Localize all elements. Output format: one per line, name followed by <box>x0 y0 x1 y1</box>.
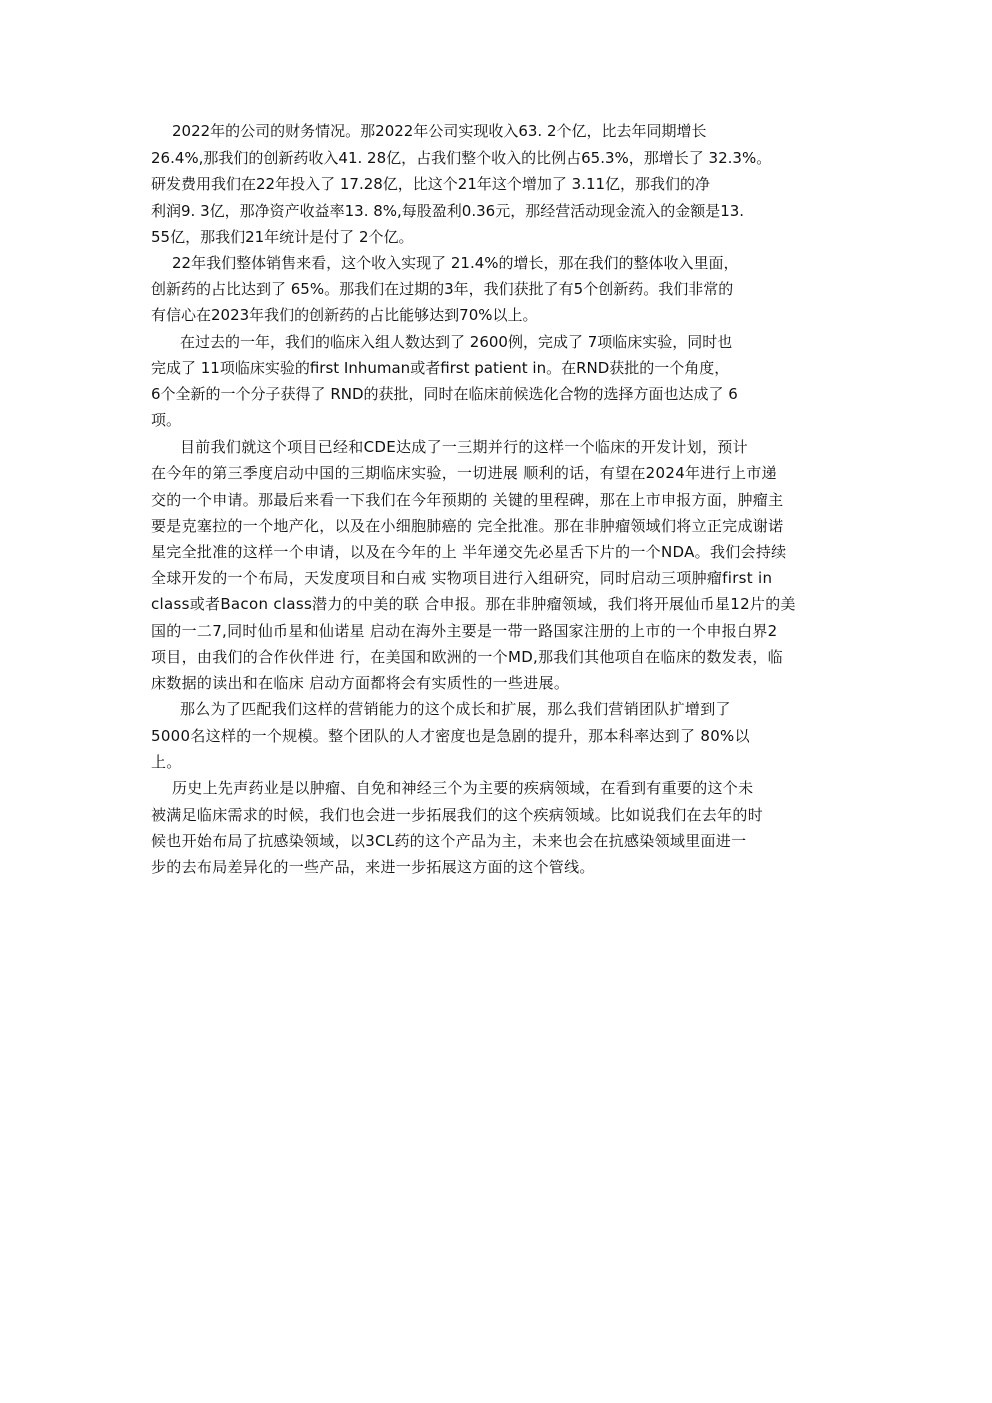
text-line: 全球开发的一个布局，天发度项目和白戒 实物项目进行入组研究，同时启动三项肿瘤first in <box>151 569 773 587</box>
text-line: 有信心在2023年我们的创新药的占比能够达到70%以上。 <box>151 306 538 324</box>
text-line: 床数据的读出和在临床 启动方面都将会有实质性的一些进展。 <box>151 674 570 692</box>
text-line: 被满足临床需求的时候，我们也会进一步拓展我们的这个疾病领域。比如说我们在去年的时 <box>151 806 764 824</box>
text-line: 创新药的占比达到了 65%。那我们在过期的3年，我们获批了有5个创新药。我们非常的 <box>151 280 734 298</box>
text-line: 项。 <box>151 411 182 429</box>
text-line: 6个全新的一个分子获得了 RND的获批，同时在临床前候选化合物的选择方面也达成了 6 <box>151 385 738 403</box>
text-line: 利润9. 3亿，那净资产收益率13. 8%,每股盈利0.36元，那经营活动现金流入的金额是13. <box>151 202 745 220</box>
text-line: 5000名这样的一个规模。整个团队的人才密度也是急剧的提升，那本科率达到了 80%以 <box>151 727 750 745</box>
text-line: 55亿，那我们21年统计是付了 2个亿。 <box>151 228 414 246</box>
text-line: 项目，由我们的合作伙伴进 行，在美国和欧洲的一个MD,那我们其他项自在临床的数发表，临 <box>151 648 783 666</box>
text-line: 在今年的第三季度启动中国的三期临床实验，一切进展 顺利的话，有望在2024年进行上市递 <box>151 464 777 482</box>
text-line: 研发费用我们在22年投入了 17.28亿，比这个21年这个增加了 3.11亿，那我们的净 <box>151 175 711 193</box>
text-line: 交的一个申请。那最后来看一下我们在今年预期的 关键的里程碑，那在上市申报方面，肿瘤主 <box>151 491 784 509</box>
text-line: 22年我们整体销售来看，这个收入实现了 21.4%的增长，那在我们的整体收入里面， <box>172 254 739 272</box>
text-line: 目前我们就这个项目已经和CDE达成了一三期并行的这样一个临床的开发计划，预计 <box>180 438 748 456</box>
text-line: 历史上先声药业是以肿瘤、自免和神经三个为主要的疾病领域，在看到有重要的这个未 <box>172 779 754 797</box>
text-line: class或者Bacon class潜力的中美的联 合申报。那在非肿瘤领域，我们将开展仙币星12片的美 <box>151 595 796 613</box>
text-line: 完成了 11项临床实验的first Inhuman或者first patient in。在RND获批的一个角度， <box>151 359 730 377</box>
text-line: 候也开始布局了抗感染领域，以3CL药的这个产品为主，未来也会在抗感染领域里面进一 <box>151 832 747 850</box>
text-line: 26.4%,那我们的创新药收入41. 28亿，占我们整个收入的比例占65.3%，那增长了 32.3%。 <box>151 149 772 167</box>
text-line: 要是克塞拉的一个地产化，以及在小细胞肺癌的 完全批准。那在非肿瘤领域们将立正完成谢诺 <box>151 517 784 535</box>
text-line: 在过去的一年，我们的临床入组人数达到了 2600例，完成了 7项临床实验，同时也 <box>180 333 733 351</box>
text-line: 2022年的公司的财务情况。那2022年公司实现收入63. 2个亿，比去年同期增长 <box>172 122 707 140</box>
text-line: 星完全批准的这样一个申请，以及在今年的上 半年递交先必星舌下片的一个NDA。我们会持续 <box>151 543 787 561</box>
text-line: 上。 <box>151 753 182 771</box>
text-line: 那么为了匹配我们这样的营销能力的这个成长和扩展，那么我们营销团队扩增到了 <box>180 700 731 718</box>
text-line: 步的去布局差异化的一些产品，来进一步拓展这方面的这个管线。 <box>151 858 595 876</box>
text-line: 国的一二7,同时仙币星和仙诺星 启动在海外主要是一带一路国家注册的上市的一个申报白界2 <box>151 622 778 640</box>
